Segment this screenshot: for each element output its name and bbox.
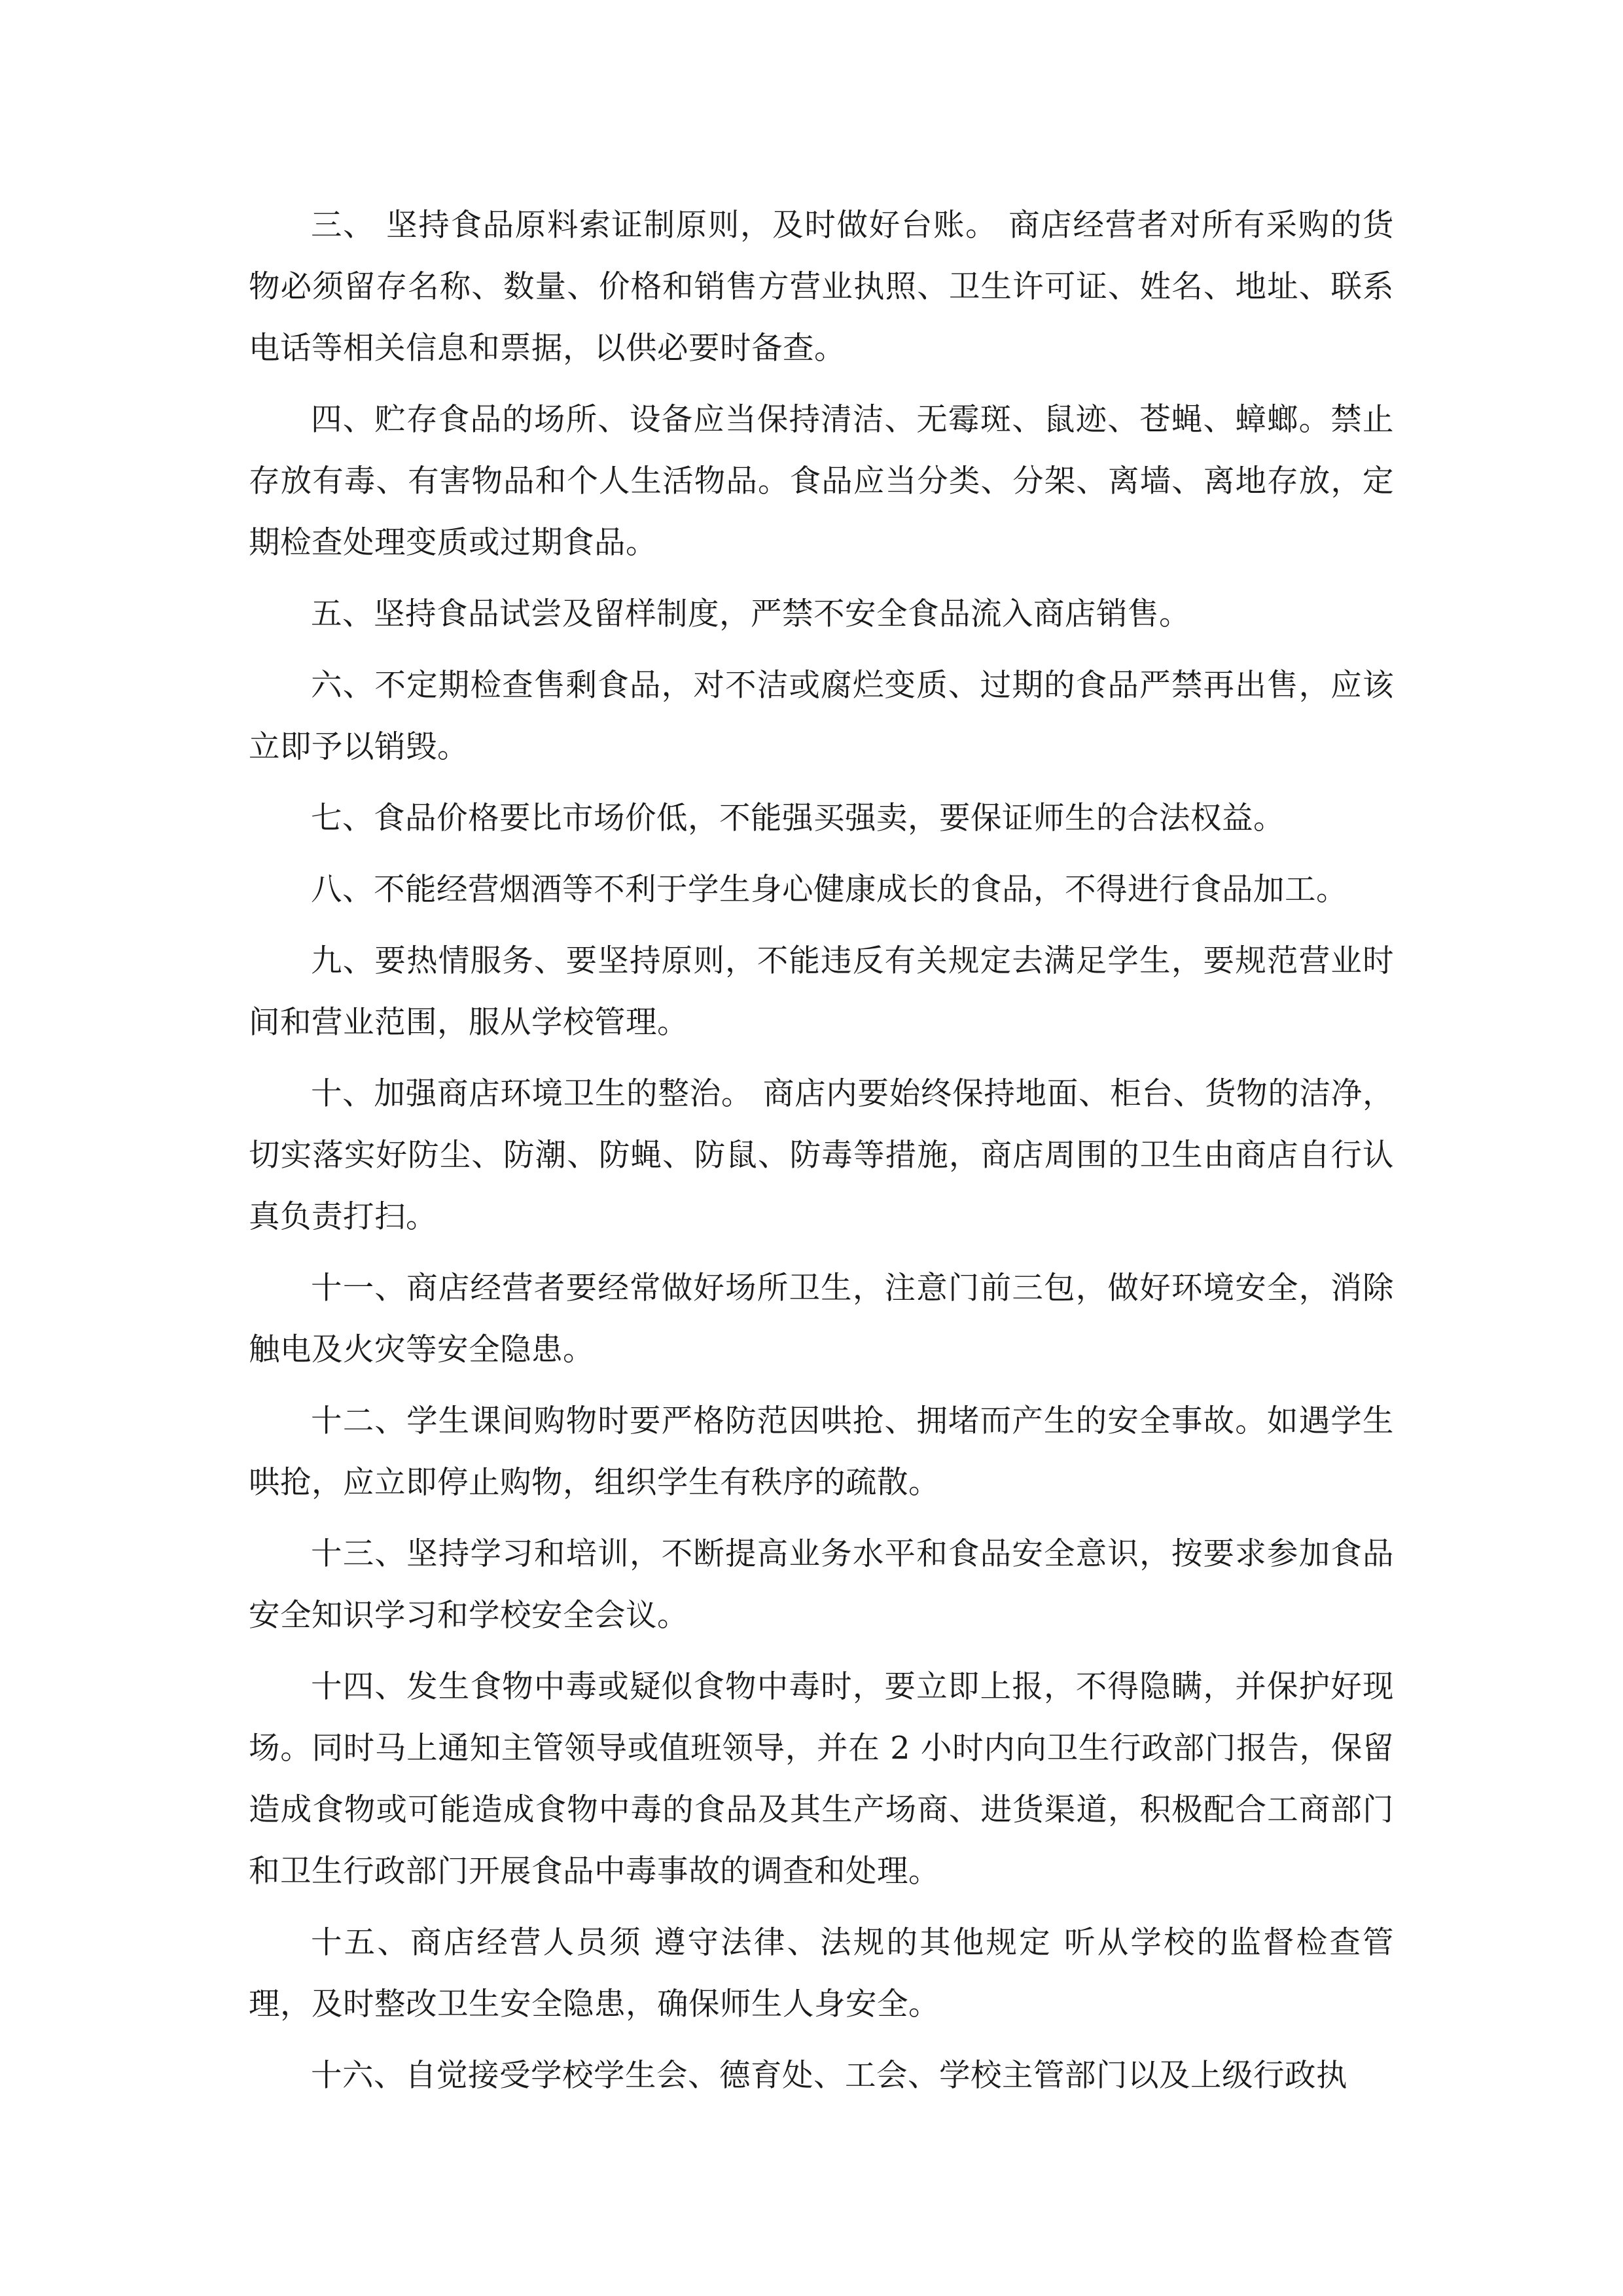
- paragraph-16: 十六、自觉接受学校学生会、德育处、工会、学校主管部门以及上级行政执: [311, 2058, 1347, 2094]
- paragraph-10: 十、加强商店环境卫生的整治。 商店内要始终保持地面、柜台、货物的洁净，切实落实好防尘、防潮、防蝇、防鼠、防毒等措施，商店周围的卫生由商店自行认真负责打扫。: [249, 1076, 1394, 1235]
- paragraph-12: 十二、学生课间购物时要严格防范因哄抢、拥堵而产生的安全事故。如遇学生哄抢，应立即停止购物，组织学生有秩序的疏散。: [249, 1403, 1394, 1501]
- paragraph-9: 九、要热情服务、要坚持原则，不能违反有关规定去满足学生，要规范营业时间和营业范围，服从学校管理。: [249, 943, 1394, 1041]
- paragraph-6: 六、不定期检查售剩食品，对不洁或腐烂变质、过期的食品严禁再出售，应该立即予以销毁。: [249, 668, 1394, 765]
- paragraph-5: 五、坚持食品试尝及留样制度，严禁不安全食品流入商店销售。: [311, 596, 1190, 632]
- paragraph-11: 十一、商店经营者要经常做好场所卫生，注意门前三包，做好环境安全，消除触电及火灾等安全隐患。: [249, 1270, 1394, 1368]
- paragraph-14: 十四、发生食物中毒或疑似食物中毒时，要立即上报，不得隐瞒，并保护好现场。同时马上通知主管领导或值班领导，并在 2 小时内向卫生行政部门报告，保留造成食物或可能造成食物中毒的食品及其生产场商、进货渠道，积极配合工商部门和卫生行政部门开展食品中毒事故的调查和处理。: [249, 1669, 1394, 1890]
- document-body: [249, 195, 1394, 2117]
- paragraph-4: 四、贮存食品的场所、设备应当保持清洁、无霉斑、鼠迹、苍蝇、蟑螂。禁止存放有毒、有害物品和个人生活物品。食品应当分类、分架、离墙、离地存放，定期检查处理变质或过期食品。: [249, 402, 1394, 561]
- paragraph-7: 七、食品价格要比市场价低，不能强买强卖，要保证师生的合法权益。: [311, 800, 1285, 836]
- paragraph-13: 十三、坚持学习和培训，不断提高业务水平和食品安全意识，按要求参加食品安全知识学习和学校安全会议。: [249, 1536, 1394, 1634]
- paragraph-3: 三、 坚持食品原料索证制原则，及时做好台账。 商店经营者对所有采购的货物必须留存名称、数量、价格和销售方营业执照、卫生许可证、姓名、地址、联系电话等相关信息和票据，以供必要时备查。: [249, 207, 1394, 367]
- paragraph-8: 八、不能经营烟酒等不利于学生身心健康成长的食品，不得进行食品加工。: [311, 872, 1347, 908]
- paragraph-15: 十五、商店经营人员须 遵守法律、法规的其他规定 听从学校的监督检查管理，及时整改卫生安全隐患，确保师生人身安全。: [249, 1925, 1394, 2022]
